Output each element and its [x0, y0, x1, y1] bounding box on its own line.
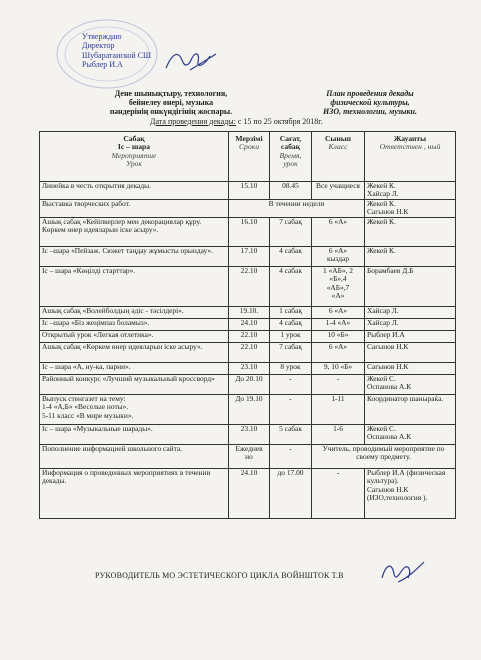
approval-line: Шубаратаиской СШ [82, 50, 152, 60]
cell-class: 1-11 [312, 394, 365, 424]
cell-date: 24.10 [229, 318, 270, 330]
header-date: Мерзімі Сроки [229, 132, 270, 182]
cell-event: Іс –шара «Біз жеңімпаз боламыз». [40, 318, 229, 330]
cell-responsible: Хайсар Л. [365, 306, 456, 318]
approval-block [82, 32, 151, 70]
cell-responsible: Жекей К. Хайсар Л. [365, 182, 456, 200]
cell-time: 4 сабак [270, 246, 312, 266]
cell-class: 1 «АБ», 2 «Б»,4 «АБ»,7 «А» [312, 266, 365, 306]
cell-event: Пополнение информацией школьного сайта. [40, 444, 229, 468]
cell-date: 19.10. [229, 306, 270, 318]
cell-time: 1 урок [270, 330, 312, 342]
cell-time: 7 сабақ [270, 217, 312, 246]
cell-event: Открытый урок «Легкая отлетика». [40, 330, 229, 342]
cell-responsible: Борамбаев Д.Б [365, 266, 456, 306]
cell-event: Іс – шара «А, ну-ка, парни». [40, 362, 229, 374]
head-signature [378, 558, 428, 588]
director-signature [162, 46, 222, 76]
cell-responsible: Сагынов Н.К [365, 342, 456, 362]
cell-time: 4 сабақ [270, 318, 312, 330]
decade-dates [150, 117, 323, 126]
cell-event: Іс – шара «Музыкальные шарады». [40, 424, 229, 444]
cell-responsible: Учитель, проводимый мероприятие по своему предмету. [312, 444, 456, 468]
cell-date: 23.10 [229, 424, 270, 444]
cell-time: 5 сабак [270, 424, 312, 444]
cell-class: 6 «А» кыздар [312, 246, 365, 266]
cell-class: - [312, 468, 365, 518]
table-row [40, 266, 456, 306]
cell-event: Іс –шара «Пейзаж. Сюжет таңдау жұмысты орындау». [40, 246, 229, 266]
cell-date: Ежеднев но [229, 444, 270, 468]
table-row [40, 444, 456, 468]
table-row [40, 200, 456, 218]
cell-event: Линейка в честь открытия декады. [40, 182, 229, 200]
cell-responsible: Жекей К. [365, 246, 456, 266]
cell-time: - [270, 394, 312, 424]
cell-responsible: Сагынов Н.К [365, 362, 456, 374]
table-row [40, 394, 456, 424]
header-event: Сабақ Іс – шара Мероприятие Урок [40, 132, 229, 182]
cell-class: - [312, 374, 365, 394]
cell-time: 8 урок [270, 362, 312, 374]
cell-date: 17.10 [229, 246, 270, 266]
table-row [40, 342, 456, 362]
plan-table [39, 131, 456, 519]
footer-signature-line: РУКОВОДИТЕЛЬ МО ЭСТЕТИЧЕСКОГО ЦИКЛА ВОЙНШТОК Т.В [95, 571, 344, 580]
cell-time: 1 сабақ [270, 306, 312, 318]
cell-date: 15.10 [229, 182, 270, 200]
cell-date: 16.10 [229, 217, 270, 246]
cell-class: 6 «А» [312, 342, 365, 362]
cell-responsible: Рыблер И.А [365, 330, 456, 342]
cell-date: До 20.10 [229, 374, 270, 394]
cell-time: 7 сабақ [270, 342, 312, 362]
cell-responsible: Жекей К. Сагынов Н.К [365, 200, 456, 218]
title-line: бейнелеу өнері, музыка [128, 98, 214, 107]
cell-event: Ашық сабақ «Кейіпкерлер мен декорациялар құру. Көркем өнер идеяларын іске асыру». [40, 217, 229, 246]
title-line: План проведения декады [326, 89, 414, 98]
cell-event: Ашық сабақ «Волейболдың әдіс - тәсілдері». [40, 306, 229, 318]
cell-class: 6 «А» [312, 217, 365, 246]
cell-responsible: Координатор шаныраќа. [365, 394, 456, 424]
cell-date: 22.10 [229, 342, 270, 362]
dates-value: с 15 по 25 октября 2018г. [235, 117, 323, 126]
cell-class: 1-6 [312, 424, 365, 444]
table-row [40, 330, 456, 342]
cell-period: В течении недели [229, 200, 365, 218]
table-row [40, 182, 456, 200]
cell-responsible: Жекей С. Оспанова А.К [365, 424, 456, 444]
title-line: Дене шынықтыру, технология, [114, 89, 228, 98]
cell-date: 22.10 [229, 330, 270, 342]
cell-time: - [270, 374, 312, 394]
approval-line: Утверждаю [82, 32, 122, 41]
table-body [40, 182, 456, 519]
cell-responsible: Жекей К. [365, 217, 456, 246]
cell-time: 4 сабак [270, 266, 312, 306]
table-row [40, 468, 456, 518]
table-row [40, 374, 456, 394]
approval-line: Рыблер И.А [82, 60, 123, 70]
table-row [40, 246, 456, 266]
header-responsible: Жауапты Ответствен , ный [365, 132, 456, 182]
cell-event: Районный конкурс «Лучший музыкальный кроссворд» [40, 374, 229, 394]
title-line: физической культуры, [330, 98, 410, 107]
cell-responsible: Жекей С. Оспанова А.К [365, 374, 456, 394]
cell-event: Іс – шара «Көңілді старттар». [40, 266, 229, 306]
table-header-row [40, 132, 456, 182]
cell-date: 24.10 [229, 468, 270, 518]
cell-class: 6 «А» [312, 306, 365, 318]
cell-time: - [270, 444, 312, 468]
cell-responsible: Хайсар Л. [365, 318, 456, 330]
table-row [40, 217, 456, 246]
title-line: ИЗО, технологии, музыки. [323, 107, 417, 116]
cell-class: 1-4 «А» [312, 318, 365, 330]
title-kazakh [86, 89, 256, 116]
cell-date: 22.10 [229, 266, 270, 306]
table-row [40, 424, 456, 444]
cell-event: Ашық сабақ «Көркем өнер идеяларын іске асыру». [40, 342, 229, 362]
header-time: Сағат, сабақ Время, урок [270, 132, 312, 182]
approval-line: Директор [82, 41, 115, 51]
cell-event: Информация о проведенных мероприятиях в течении декады. [40, 468, 229, 518]
cell-time: 08.45 [270, 182, 312, 200]
title-russian [300, 89, 440, 116]
table-row [40, 318, 456, 330]
cell-event: Выпуск стенгазет на тему: 1-4 «А,Б» «Веселые ноты». 5-11 класс «В мире музыки». [40, 394, 229, 424]
title-line: пәндерінің онкүндігінің жоспары. [109, 107, 233, 116]
cell-class: 10 «Б» [312, 330, 365, 342]
cell-date: 23.10 [229, 362, 270, 374]
table-row [40, 362, 456, 374]
dates-label: Дата проведения декады: [150, 117, 236, 126]
cell-class: Все учащиеся [312, 182, 365, 200]
cell-event: Выставка творческих работ. [40, 200, 229, 218]
header-class: Сынып Класс [312, 132, 365, 182]
cell-class: 9, 10 «Б» [312, 362, 365, 374]
table-row [40, 306, 456, 318]
cell-date: До 19.10 [229, 394, 270, 424]
cell-time: до 17.00 [270, 468, 312, 518]
cell-responsible: Рыблер И.А (физическая культура). Сагынов Н.К (ИЗО,технология ). [365, 468, 456, 518]
